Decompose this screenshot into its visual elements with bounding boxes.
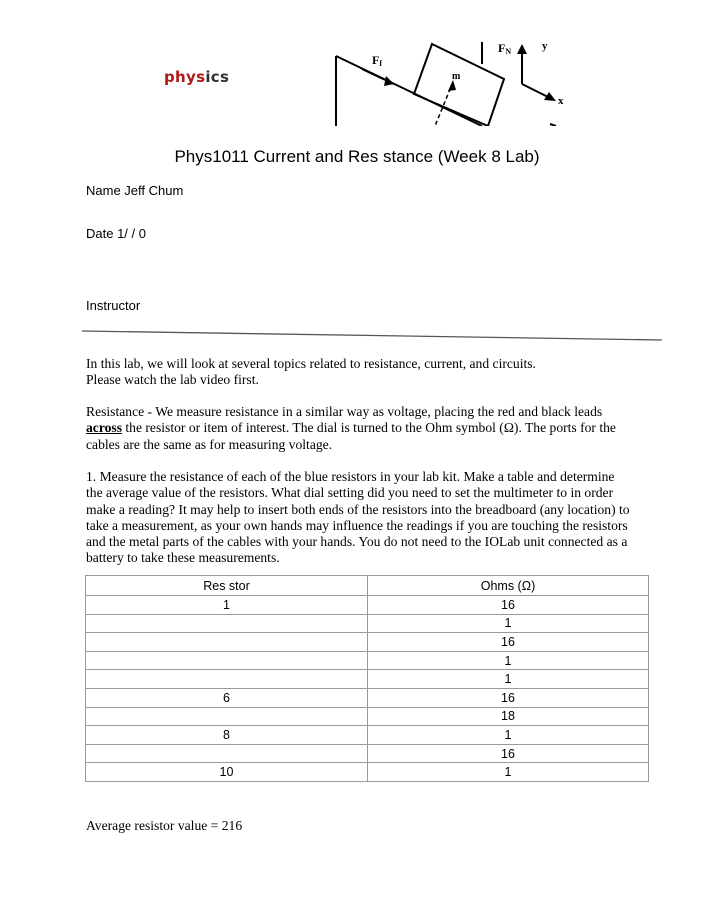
resistor-cell xyxy=(86,651,368,670)
intro-line-1: In this lab, we will look at several topics related to resistance, current, and circuits. xyxy=(86,356,536,371)
table-row xyxy=(86,688,649,707)
table-row xyxy=(86,726,649,745)
intro-paragraph xyxy=(86,356,631,389)
ohms-cell: 1 xyxy=(368,614,649,633)
resistor-cell xyxy=(86,744,368,763)
table-row xyxy=(86,707,649,726)
name-field: Name Jeff Chum xyxy=(86,183,184,198)
resistor-cell xyxy=(86,670,368,689)
ohms-cell: 18 xyxy=(368,707,649,726)
resistor-cell xyxy=(86,707,368,726)
physics-logo xyxy=(164,68,229,86)
instructor-field: Instructor xyxy=(86,298,141,313)
resistor-cell xyxy=(86,633,368,652)
resistor-cell: 6 xyxy=(86,688,368,707)
ohms-cell: 16 xyxy=(368,633,649,652)
table-row xyxy=(86,633,649,652)
y-axis-label: y xyxy=(542,40,548,52)
intro-line-2: Please watch the lab video first. xyxy=(86,372,259,388)
table-row xyxy=(86,763,649,782)
ohms-cell: 1 xyxy=(368,763,649,782)
average-resistor-value: Average resistor value = 216 xyxy=(86,818,243,833)
header-resistor: Res stor xyxy=(86,576,368,596)
ohms-cell: 16 xyxy=(368,688,649,707)
friction-label: Ff xyxy=(372,53,383,68)
resistance-text-before: Resistance - We measure resistance in a similar way as voltage, placing the red and black leads xyxy=(86,404,603,419)
table-row xyxy=(86,596,649,615)
logo-text-ics: ics xyxy=(205,68,230,86)
x-axis-label: x xyxy=(558,95,564,107)
table-row xyxy=(86,670,649,689)
x-axis-arrow xyxy=(522,84,550,98)
question-1-paragraph: 1. Measure the resistance of each of the blue resistors in your lab kit. Make a table and determine the average value of the resistors. What dial setting did you need to set the multimeter to in order make a reading? It may help to insert both ends of the resistors into the breadboard (any location) to take a measurement, as your own hands may influence the readings if you are touching the resistors and the metal parts of the cables with your hands. You do not need to the IOLab unit connected as a battery to take these measurements. xyxy=(86,469,630,566)
ohms-cell: 1 xyxy=(368,670,649,689)
normal-force-label: FN xyxy=(498,41,512,56)
date-field: Date 1/ / 0 xyxy=(86,226,146,241)
resistor-cell: 10 xyxy=(86,763,368,782)
horizontal-divider xyxy=(82,326,664,342)
table-row xyxy=(86,744,649,763)
resistance-emphasis: across xyxy=(86,420,122,436)
resistor-cell: 8 xyxy=(86,726,368,745)
mass-label: m xyxy=(452,71,461,82)
logo-text-phys: phys xyxy=(164,68,206,86)
ohms-cell: 16 xyxy=(368,744,649,763)
page-title: Phys1011 Current and Res stance (Week 8 Lab) xyxy=(174,147,540,166)
table-row xyxy=(86,614,649,633)
resistance-text-after: the resistor or item of interest. The dial is turned to the Ohm symbol (Ω). The ports for the cables are the same as for measuring voltage. xyxy=(86,420,616,452)
resistor-table xyxy=(85,575,649,782)
ohms-cell: 1 xyxy=(368,651,649,670)
resistance-paragraph xyxy=(86,404,631,453)
ohms-cell: 16 xyxy=(368,596,649,615)
table-header-row xyxy=(86,576,649,596)
header-ohms: Ohms (Ω) xyxy=(368,576,649,596)
resistor-cell: 1 xyxy=(86,596,368,615)
table-row xyxy=(86,651,649,670)
incline-force-diagram xyxy=(332,34,572,126)
resistor-cell xyxy=(86,614,368,633)
block-shape xyxy=(414,44,504,126)
ohms-cell: 1 xyxy=(368,726,649,745)
